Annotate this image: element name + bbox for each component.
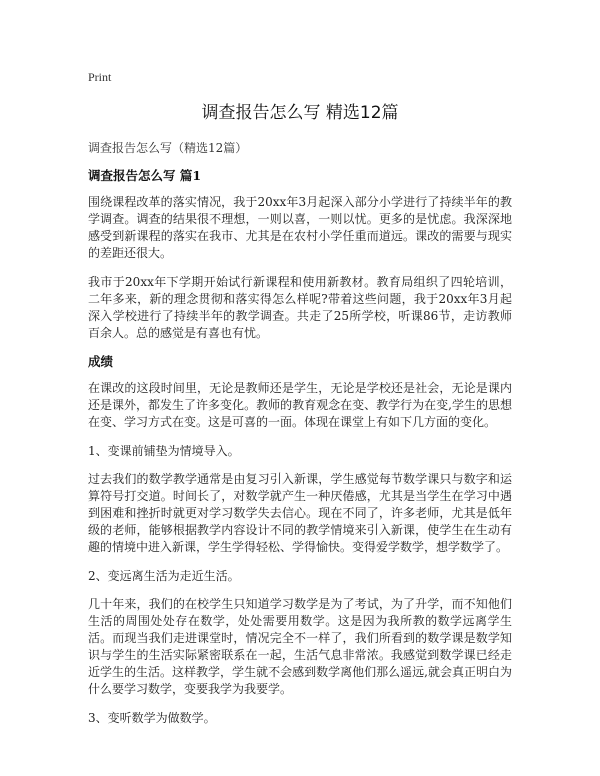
item-heading-2: 2、变远离生活为走近生活。 [88, 569, 240, 583]
paragraph-5: 几十年来，我们的在校学生只知道学习数学是为了考试，为了升学，而不知他们生活的周围处处存在数学，处处需要用数学。这是因为我所教的数学远离学生活。而现当我们走进课堂时，情况完全不一样了，我们所看到的数学课是数学知识与学生的生活实际紧密联系在一起，生活气息非常浓。我感觉到数学课已经走近学生的生活。这样教学，学生就不会感到数学离他们那么遥远,就会真正明白为什么要学习数学，变要我学为我要学。 [88, 597, 512, 696]
document-title: 调查报告怎么写 精选12篇 [201, 103, 399, 123]
item-heading-3: 3、变听数学为做数学。 [88, 711, 216, 725]
item-heading-1: 1、变课前铺垫为情境导入。 [88, 444, 240, 458]
print-label: Print [88, 70, 112, 84]
paragraph-3: 在课改的这段时间里，无论是教师还是学生，无论是学校还是社会，无论是课内还是课外，都发生了许多变化。教师的教育观念在变、教学行为在变,学生的思想在变、学习方式在变。这是可喜的一面。体现在课堂上有如下几方面的变化。 [88, 381, 512, 429]
section-heading-achievements: 成绩 [88, 354, 114, 369]
paragraph-4: 过去我们的数学教学通常是由复习引入新课，学生感觉每节数学课只与数字和运算符号打交道。时间长了，对数学就产生一种厌倦感，尤其是当学生在学习中遇到困难和挫折时就更对学习数学失去信心。现在不同了，许多老师，尤其是低年级的老师，能够根据教学内容设计不同的教学情境来引入新课，使学生在生动有趣的情境中进入新课，学生学得轻松、学得愉快。变得爱学数学，想学数学了。 [88, 472, 512, 554]
paragraph-1: 围绕课程改革的落实情况，我于20xx年3月起深入部分小学进行了持续半年的教学调查。调查的结果很不理想，一则以喜，一则以忧。更多的是忧虑。我深深地感受到新课程的落实在我市、尤其是在农村小学任重而道远。课改的需要与现实的差距还很大。 [88, 195, 512, 260]
document-subtitle: 调查报告怎么写（精选12篇） [88, 141, 248, 155]
paragraph-2: 我市于20xx年下学期开始试行新课程和使用新教材。教育局组织了四轮培训，二年多来，新的理念贯彻和落实得怎么样呢?带着这些问题，我于20xx年3月起深入学校进行了持续半年的教学调查。共走了25所学校，听课86节，走访教师百余人。总的感觉是有喜也有忧。 [88, 275, 512, 340]
section-heading-1: 调查报告怎么写 篇1 [88, 168, 202, 183]
